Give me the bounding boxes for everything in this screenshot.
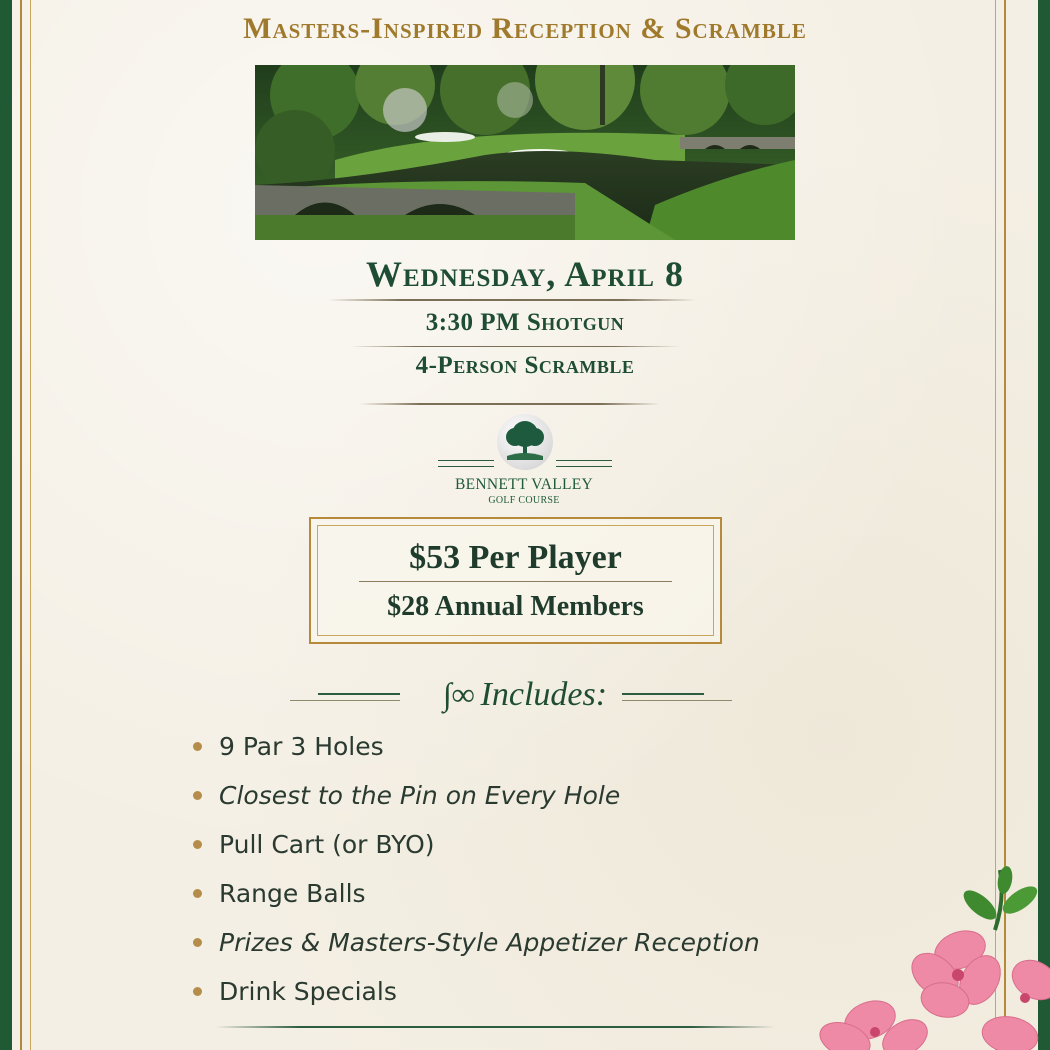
list-item-label: Closest to the Pin on Every Hole xyxy=(219,781,621,810)
price-box xyxy=(309,517,722,644)
start-divider xyxy=(350,346,680,347)
list-item xyxy=(190,924,830,973)
price-divider xyxy=(359,581,672,582)
flourish-icon: ∫∞ xyxy=(442,676,475,712)
bottom-divider xyxy=(215,1026,775,1028)
includes-heading xyxy=(0,676,1050,714)
list-item-label: 9 Par 3 Holes xyxy=(219,732,384,761)
date-divider xyxy=(328,299,696,301)
includes-list xyxy=(190,728,830,1022)
event-format: 4-Person Scramble xyxy=(415,352,635,379)
list-item xyxy=(190,728,830,777)
course-subtitle: GOLF COURSE xyxy=(488,495,560,506)
bullet-icon xyxy=(193,840,202,849)
list-item xyxy=(190,973,830,1022)
list-item xyxy=(190,875,830,924)
event-date: Wednesday, April 8 xyxy=(366,254,684,294)
bullet-icon xyxy=(193,791,202,800)
includes-title: Includes: xyxy=(480,676,608,713)
list-item xyxy=(190,777,830,826)
list-item-label: Range Balls xyxy=(219,879,366,908)
golf-course-photo-icon xyxy=(255,65,795,240)
bullet-icon xyxy=(193,889,202,898)
oak-tree-icon xyxy=(497,414,553,470)
bullet-icon xyxy=(193,742,202,751)
golf-course-photo xyxy=(255,65,795,240)
azalea-flowers-decoration xyxy=(810,860,1050,1050)
course-logo xyxy=(436,414,612,510)
event-title: Masters-Inspired Reception & Scramble xyxy=(243,12,807,45)
logo-rule-left-2 xyxy=(438,466,494,467)
price-members: $28 Annual Members xyxy=(387,591,644,622)
list-item xyxy=(190,826,830,875)
list-item-label: Pull Cart (or BYO) xyxy=(219,830,435,859)
list-item-label: Drink Specials xyxy=(219,977,397,1006)
course-name: BENNETT VALLEY xyxy=(454,476,594,493)
golf-ball-icon xyxy=(497,414,553,470)
azalea-icon xyxy=(810,860,1050,1050)
logo-rule-left xyxy=(438,460,494,461)
logo-rule-right-2 xyxy=(556,466,612,467)
start-time: 3:30 PM Shotgun xyxy=(425,309,625,336)
logo-rule-right xyxy=(556,460,612,461)
bullet-icon xyxy=(193,987,202,996)
bullet-icon xyxy=(193,938,202,947)
format-divider xyxy=(360,403,660,405)
price-per-player: $53 Per Player xyxy=(409,539,622,576)
list-item-label: Prizes & Masters-Style Appetizer Reception xyxy=(219,928,760,957)
